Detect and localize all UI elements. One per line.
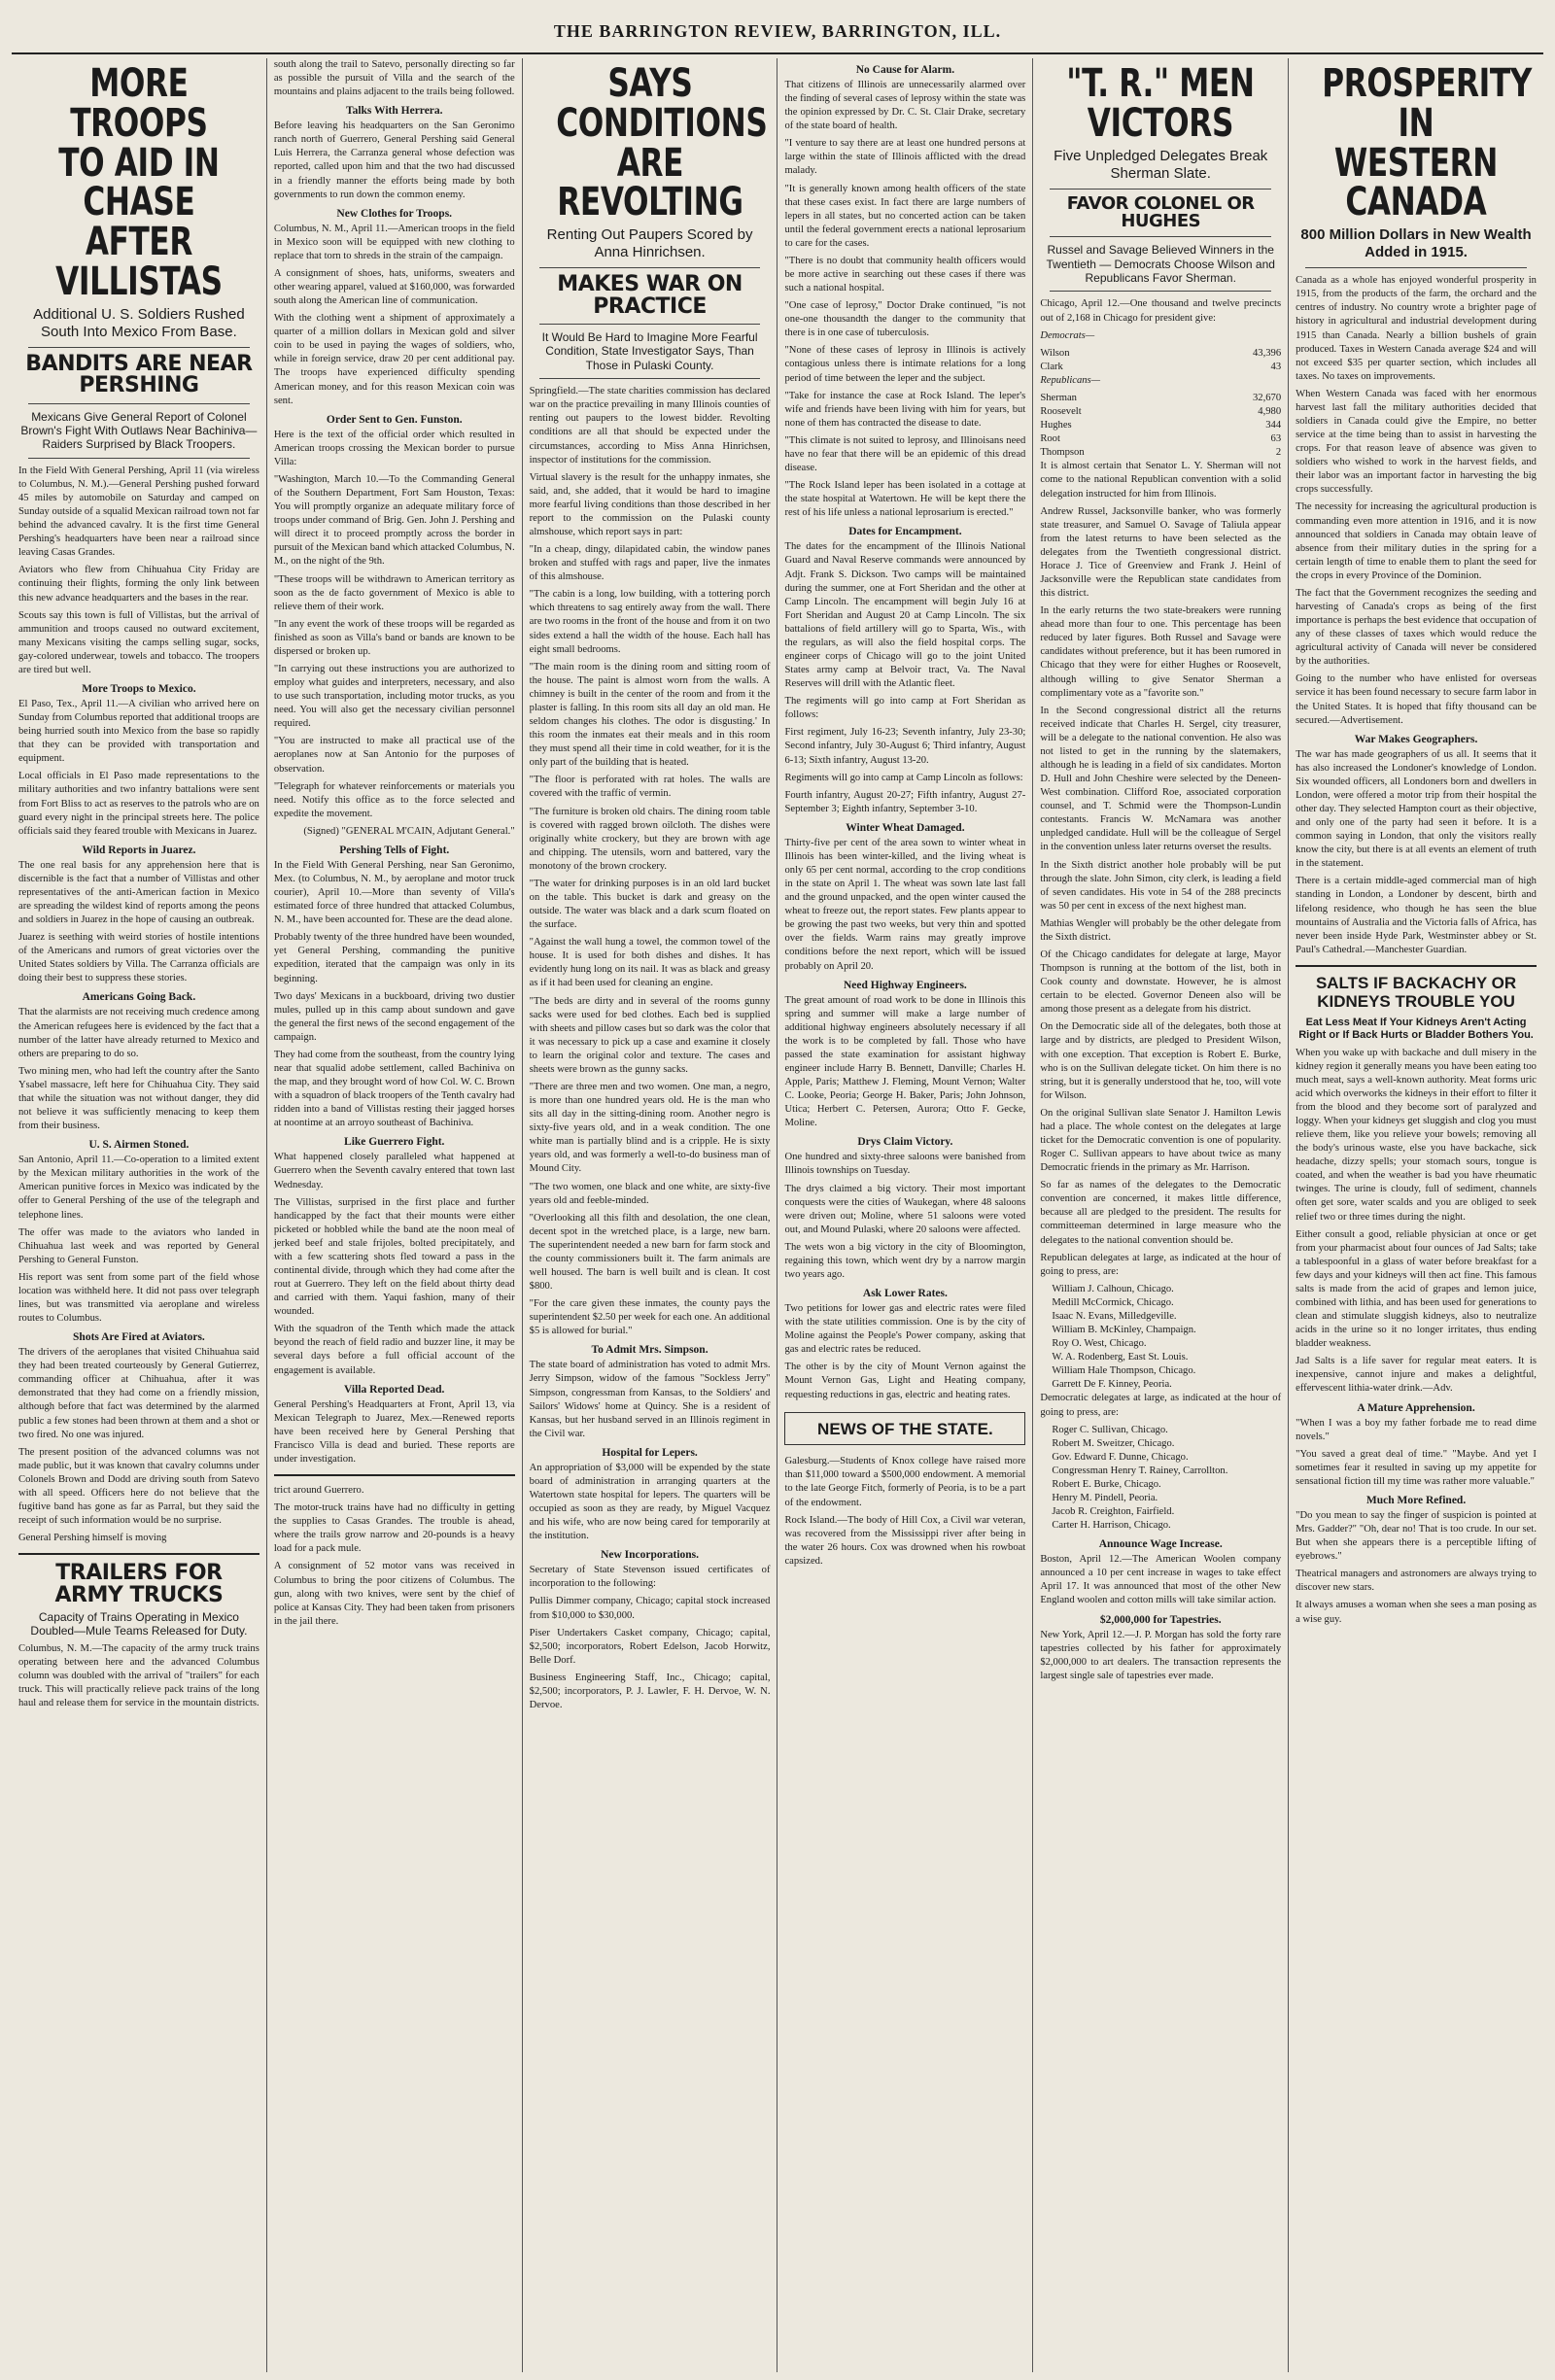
masthead	[12, 10, 1543, 54]
delegate-name: William J. Calhoun, Chicago.	[1052, 1283, 1174, 1294]
article-paragraph: "When I was a boy my father forbade me to read dime novels."	[1296, 1417, 1537, 1442]
article-paragraph: Pullis Dimmer company, Chicago; capital stock increased from $10,000 to $30,000.	[529, 1596, 771, 1621]
vote-count: 344	[1265, 420, 1282, 431]
column-3	[523, 58, 778, 2372]
article-paragraph: Virtual slavery is the result for the unhappy inmates, she said, and, she added, that it would be hard to imagine more fearful living conditions than those described in her report to the commission on the Pulaski county almshouse, which report says in part:	[529, 471, 771, 538]
delegate-list-republican	[1040, 1283, 1281, 1393]
article-paragraph: "In a cheap, dingy, dilapidated cabin, the window panes broken and stuffed with rags and paper, live the inmates of this almshouse.	[529, 544, 771, 583]
article-paragraph: "One case of leprosy," Doctor Drake continued, "is not one-one thousandth the danger to the community that there is in one case of tuberculosis.	[784, 300, 1026, 339]
article-paragraph: trict around Guerrero.	[273, 1485, 364, 1497]
article-paragraph: Two mining men, who had left the country after the Santo Ysabel massacre, left here for Chihuahua City. They said that while the situation was not without danger, they did not believe it was sufficiently menacing to keep them from their business.	[18, 1065, 259, 1132]
headline-says-conditions: SAYS CONDITIONS ARE REVOLTING	[555, 61, 768, 225]
delegate-name: William Hale Thompson, Chicago.	[1052, 1365, 1196, 1377]
divider	[539, 324, 761, 325]
vote-row	[1040, 405, 1281, 419]
article-paragraph: Andrew Russel, Jacksonville banker, who was formerly state treasurer, and Samuel O. Savage of Taliula appear from the latest returns to have been selected as the delegates from the Twentieth congressional district. Horace J. Tice of Greenview and Frank J. Heinl of Jacksonville were the Republican state candidates from this district.	[1040, 505, 1282, 600]
article-paragraph: Canada as a whole has enjoyed wonderful prosperity in 1915, from the products of the farm, the orchard and the centres of industry. No country wrote a brighter page of history in agricultural and industrial development during 1915 than Canada. Nearly a billion bushels of grain produced. Taxes in Western Canada average $24 and will not exceed $35 per quarter section, which includes all taxes. No taxes on improvements.	[1296, 275, 1537, 382]
section-heading: Villa Reported Dead.	[344, 1383, 445, 1396]
delegate-name: W. A. Rodenberg, East St. Louis.	[1052, 1352, 1189, 1363]
divider	[1296, 965, 1537, 967]
section-heading: Dates for Encampment.	[848, 526, 962, 538]
article-paragraph: General Pershing himself is moving	[18, 1533, 167, 1544]
article-paragraph: The state board of administration has voted to admit Mrs. Jerry Simpson, widow of the famous "Sockless Jerry" Simpson, congressman from Kansas, to the Soldiers' and Sailors' Widows' home at Quincy. She is a resident of Kansas, but her husband served in an Illinois regiment in the Civil war.	[529, 1360, 771, 1439]
divider	[28, 347, 250, 348]
divider	[539, 378, 761, 379]
article-paragraph: "The water for drinking purposes is in an old lard bucket on the table. This bucket is dark and greasy on the outside. The water was black and a dark scum floated on the surface.	[529, 878, 771, 931]
delegate-name: Roy O. West, Chicago.	[1052, 1338, 1147, 1350]
article-paragraph: Theatrical managers and astronomers are always trying to discover new stars.	[1296, 1569, 1537, 1594]
section-heading: New Incorporations.	[601, 1549, 700, 1562]
article-paragraph: In the Second congressional district all the returns received indicate that Charles H. Sergel, city treasurer, will be a delegate to the national convention. He also was not listed to get in the running by the slatemakers, although he is leading in a field of six candidates. Morton D. Hull and John Cheshire were selected by the Deneen-West combination. Clifford Roe, associated corporation counsel, and T. Schmid were the Thompson-Lundin contestants. Francis W. McNamara was another unpledged candidate. Hull will be the colleague of Sergel in the convention unless later returns overset the results.	[1040, 705, 1282, 853]
article-paragraph: The fact that the Government recognizes the seeding and harvesting of Canada's crops as being of the first importance is perhaps the best evidence that occupation of any of these classes of taxes which would reduce the agricultural activity of Canada will never be considered by the authorities.	[1296, 587, 1537, 668]
article-paragraph: Fourth infantry, August 20-27; Fifth infantry, August 27-September 3; Eighth infantry, September 3-10.	[784, 789, 1026, 814]
article-paragraph: So far as names of the delegates to the Democratic convention are concerned, it makes little difference, because all are pledged to the president. The results for committeeman determined in large measure who the delegates to the national convention should be.	[1040, 1180, 1282, 1246]
article-paragraph: Republican delegates at large, as indicated at the hour of going to press, are:	[1040, 1252, 1282, 1277]
article-paragraph: Thirty-five per cent of the area sown to winter wheat in Illinois has been winter-killed, and the living wheat is only 65 per cent normal, according to the crop conditions in the state on April 1. The wheat was sown late last fall and the ground unpacked, and the open winter caused the wheat to freeze out, the report states. Few plants appear to be growing the past two weeks, but very thin and spotted over the fields. Warm rains may greatly improve conditions before the next report, which will be issued probably on April 20.	[784, 837, 1026, 972]
headline-tr-men: "T. R." MEN VICTORS	[1066, 61, 1255, 146]
article-paragraph: The dates for the encampment of the Illinois National Guard and Naval Reserve commands were announced by Adjt. Frank S. Dickson. Two camps will be maintained during the summer, one at Fort Sheridan and the other at Camp Lincoln. The encampment will begin July 16 at Fort Sheridan and August 20 at Camp Lincoln. The six battalions of field artillery will go to Sparta, Wis., with the regulars, as will also the field hospital corps. The engineer corps of Chicago will go to the joint United States army camp at Belvoir tract, Va. The Naval Reserves will drill with the Atlantic fleet.	[784, 541, 1026, 690]
article-paragraph: "This climate is not suited to leprosy, and Illinoisans need have no fear that there will be an epidemic of this dread disease.	[784, 434, 1026, 474]
section-heading: Much More Refined.	[1365, 1494, 1467, 1506]
article-paragraph: Of the Chicago candidates for delegate at large, Mayor Thompson is running at the bottom of the list, both in Cook county and downstate. However, he is almost certain to be elected. Governor Deneen also will be among those present as a delegate from his district.	[1040, 949, 1282, 1016]
vote-count: 4,980	[1258, 406, 1282, 418]
vote-group-label: Republicans—	[1040, 374, 1101, 386]
article-paragraph: The one real basis for any apprehension here that is discernible is the fact that a number of Villistas and other representatives of the anti-American faction in Mexico are spreading the wildest kind of reports among the peons and soldiers in Juarez in the hope of causing an outbreak.	[18, 859, 259, 926]
article-paragraph: The drys claimed a big victory. Their most important conquests were the cities of Waukegan, where 48 saloons were driven out; Moline, where 51 saloons were voted out, and Mound Pulaski, where 20 saloons were affected.	[784, 1183, 1026, 1235]
delegate-list-democratic	[1040, 1424, 1281, 1534]
vote-table-democrats	[1040, 347, 1281, 374]
article-paragraph: Piser Undertakers Casket company, Chicago; capital, $2,500; incorporators, Robert Edelson, Jacob Horwitz, Belle Dorf.	[529, 1627, 771, 1666]
article-paragraph: Chicago, April 12.—One thousand and twelve precincts out of 2,168 in Chicago for president give:	[1040, 298, 1282, 324]
article-paragraph: "The floor is perforated with rat holes. The walls are covered with the traffic of vermin.	[529, 775, 771, 800]
vote-count: 43,396	[1253, 347, 1282, 359]
section-heading: More Troops to Mexico.	[82, 683, 196, 695]
article-paragraph: "The furniture is broken old chairs. The dining room table is covered with ragged brown oilcloth. The dishes were originally white crockery, but they are brown with age and chipping. The utensils, worn and battered, vary the monotony of the brown crockery.	[529, 806, 771, 872]
deck: Eat Less Meat If Your Kidneys Aren't Acting Right or If Back Hurts or Bladder Bothers You.	[1298, 1017, 1534, 1042]
article-paragraph: The motor-truck trains have had no difficulty in getting the supplies to Casas Grandes. The trouble is ahead, where the trails grow narrow and 20-pounds is a heavy load for a pack mule.	[273, 1502, 515, 1555]
article-paragraph: "Do you mean to say the finger of suspicion is pointed at Mrs. Gadder?" "Oh, dear no! That is too crude. In our set. But when she appears there is a perceptible lifting of eyebrows."	[1296, 1509, 1537, 1563]
article-paragraph: They had come from the southeast, from the country lying near that squalid adobe settlement, called Bachiniva on the map, and they brought word of how Col. W. C. Brown with a squadron of black troopers of the Tenth cavalry had ridden into a band of Villistas resting their jagged horses at noontime at an arroyo southeast of Bachiniva.	[273, 1049, 515, 1129]
article-paragraph: "In carrying out these instructions you are authorized to employ what guides and interpreters, necessary, and also to use such transportation, including motor trucks, as you need. You will also get the necessary civilian personnel required.	[273, 663, 515, 730]
article-paragraph: General Pershing's Headquarters at Front, April 13, via Mexican Telegraph to Juarez, Mex.—Renewed reports have been received here by General Pershing that Francisco Villa is dead and buried. These reports are under investigation.	[273, 1398, 515, 1465]
vote-row	[1040, 419, 1281, 432]
section-heading: Talks With Herrera.	[345, 105, 443, 118]
delegate-name: Robert M. Sweitzer, Chicago.	[1052, 1437, 1175, 1449]
delegate-name: Gov. Edward F. Dunne, Chicago.	[1052, 1451, 1189, 1463]
article-paragraph: When Western Canada was faced with her enormous harvest last fall the military authorities decided that soldiers in Canada could give the Empire, no better service at the time being than to assist in harvesting the crops. For that reason leave of absence was given to soldiers who wished to work in the harvest fields, and their labor was an important factor in harvesting the big crops successfully.	[1296, 388, 1537, 496]
article-paragraph: Rock Island.—The body of Hill Cox, a Civil war veteran, was recovered from the Mississippi river after being in the water 26 hours. Cox was drowned when his rowboat capsized.	[784, 1514, 1026, 1567]
deck: Renting Out Paupers Scored by Anna Hinrichsen.	[546, 226, 753, 261]
section-heading: Pershing Tells of Fight.	[339, 844, 450, 856]
candidate-name: Thompson	[1040, 447, 1085, 459]
delegate-name: William B. McKinley, Champaign.	[1052, 1325, 1196, 1336]
column-1	[12, 58, 267, 2372]
article-paragraph: Scouts say this town is full of Villistas, but the arrival of ammunition and troops caused no outward excitement, many Mexicans visiting the camps selling sugar, socks, gay-colored underwear, towels and tobacco. The troopers are tired but well.	[18, 609, 259, 675]
article-paragraph: "The Rock Island leper has been isolated in a cottage at the state hospital at Watertown. He will be kept there the rest of his life unless a national leprosarium is erected."	[784, 480, 1026, 519]
delegate-name: Jacob R. Creighton, Fairfield.	[1052, 1506, 1175, 1518]
section-heading: Wild Reports in Juarez.	[82, 844, 196, 856]
article-paragraph: "There is no doubt that community health officers would be more active in searching out these cases if there was such a national hospital.	[784, 255, 1026, 294]
section-heading: Announce Wage Increase.	[1098, 1538, 1223, 1551]
article-paragraph: "In any event the work of these troops will be regarded as finished as soon as Villa's band or bands are known to be dispersed or broken up.	[273, 618, 515, 657]
section-heading: To Admit Mrs. Simpson.	[591, 1344, 708, 1357]
article-paragraph: Here is the text of the official order which resulted in American troops crossing the Mexican border to pursue Villa:	[273, 429, 515, 467]
article-paragraph: Boston, April 12.—The American Woolen company announced a 10 per cent increase in wages to take effect April 17. It was announced that most of the other New England woolen and cotton mills will take similar action.	[1040, 1554, 1282, 1606]
delegate-name: Medill McCormick, Chicago.	[1052, 1296, 1174, 1308]
signature: (Signed) "GENERAL M'CAIN, Adjutant General."	[303, 825, 515, 837]
article-paragraph: "You are instructed to make all practical use of the aeroplanes now at San Antonio for the purposes of observation.	[273, 736, 515, 775]
article-paragraph: When you wake up with backache and dull misery in the kidney region it generally means you have been eating too much meat, says a well-known authority. Meat forms uric acid which overworks the kidneys in their effort to filter it from the blood and they become sort of paralyzed and loggy. When your kidneys get sluggish and clog you must relieve them, like you relieve your bowels; removing all the body's urinous waste, else you have backache, sick headache, dizzy spells; your stomach sours, tongue is coated, and when the weather is bad you have rheumatic twinges. The urine is cloudy, full of sediment, channels often get sore, water scalds and you are obliged to seek relief two or three times during the night.	[1296, 1047, 1537, 1223]
article-paragraph: Columbus, N. M., April 11.—American troops in the field in Mexico soon will be equipped with new clothing to replace that torn to shreds in the strain of the campaign.	[273, 223, 515, 261]
section-heading: Ask Lower Rates.	[862, 1288, 948, 1300]
vote-count: 32,670	[1253, 392, 1282, 403]
article-paragraph: His report was sent from some part of the field whose location was withheld here. It did not pass over telegraph lines, but was transmitted via aeroplane and wireless routes to Columbus.	[18, 1271, 259, 1325]
article-paragraph: The other is by the city of Mount Vernon against the Mount Vernon Gas, Light and Heating company, requesting reductions in gas, electric and heating rates.	[784, 1362, 1026, 1400]
article-paragraph: "There are three men and two women. One man, a negro, is more than one hundred years old. He is the man who sits all day in the sitting-dining room. Another negro is sixty-five years old, and in a weak condition. The one white man is partially blind and is a cripple. He is sixty years old, and was formerly a well-to-do business man of Mound City.	[529, 1081, 771, 1175]
delegate-name: Roger C. Sullivan, Chicago.	[1052, 1424, 1168, 1435]
divider	[28, 458, 250, 459]
column-5	[1033, 58, 1289, 2372]
article-paragraph: In the Field With General Pershing, April 11 (via wireless to Columbus, N. M.).—General Pershing pushed forward 45 miles by automobile on Saturday and camped on Sunday outside of a squalid Mexican railroad town not far behind the advanced cavalry. It is the first time General Pershing's headquarters have been near a railroad since leaving Casas Grandes.	[18, 465, 259, 559]
candidate-name: Root	[1040, 433, 1060, 445]
section-heading: Order Sent to Gen. Funston.	[326, 413, 463, 426]
vote-row	[1040, 446, 1281, 460]
divider	[28, 403, 250, 404]
section-heading: A Mature Apprehension.	[1357, 1401, 1475, 1414]
deck: It Would Be Hard to Imagine More Fearful Condition, State Investigator Says, Than Those in Pulaski County.	[541, 330, 758, 372]
article-paragraph: An appropriation of $3,000 will be expended by the state board of administration in arranging quarters at the Watertown state hospital for lepers. The quarters will be occupied as soon as they are ready, by Miguel Vacquez and his wife, who are now being cared for temporarily at the institution.	[529, 1462, 771, 1542]
article-paragraph: "It is generally known among health officers of the state that these cases exist. In fact there are large numbers of lepers in all states, but no concerted action can be taken until the federal government erects a national leprosarium to care for the cases.	[784, 183, 1026, 249]
article-paragraph: It always amuses a woman when she sees a man posing as a wise guy.	[1296, 1600, 1537, 1625]
section-heading: Like Guerrero Fight.	[344, 1136, 445, 1149]
article-paragraph: That the alarmists are not receiving much credence among the American refugees here is evidenced by the fact that a number of the latter have already returned to Mexico and others are preparing to do so.	[18, 1007, 259, 1059]
columns	[12, 58, 1543, 2372]
article-paragraph: "The beds are dirty and in several of the rooms gunny sacks were used for bed clothes. Each bed is supplied with sheets and pillow cases but so dark was the color that it was necessary to pick up a case and examine it closely to learn the original color and texture. The cases and sheets were brown as the gunny sacks.	[529, 995, 771, 1075]
section-heading: Drys Claim Victory.	[857, 1136, 953, 1149]
article-paragraph: There is a certain middle-aged commercial man of high standing in London, a Londoner by descent, birth and lifelong residence, who though he has seen the blue mountains of Australia and the Victoria falls of Africa, has never been inside Hyde Park, Westminster abbey or St. Paul's Cathedral.—Manchester Guardian.	[1296, 876, 1537, 955]
article-paragraph: In the Field With General Pershing, near San Geronimo, Mex. (to Columbus, N. M., by aeroplane and motor truck courier), April 10.—More than seventy of Villa's estimated force of three hundred that attacked Columbus, N. M., have been accounted for. These are the dead alone.	[273, 859, 515, 926]
column-4	[778, 58, 1033, 2372]
article-paragraph: Probably twenty of the three hundred have been wounded, yet General Pershing, commanding the punitive expedition, iterated that the campaign was only in its beginning.	[273, 932, 515, 984]
delegate-name: Henry M. Pindell, Peoria.	[1052, 1492, 1158, 1503]
candidate-name: Sherman	[1040, 392, 1077, 403]
article-paragraph: Either consult a good, reliable physician at once or get from your pharmacist about four ounces of Jad Salts; take a tablespoonful in a glass of water before breakfast for a few days and your kidneys will then act fine. This famous salts is made from the acid of grapes and lemon juice, combined with lithia, and has been used for generations to clean and stimulate sluggish kidneys, also to neutralize acids in the urine so it no longer irritates, thus ending bladder weakness.	[1296, 1228, 1537, 1350]
divider	[274, 1474, 515, 1476]
section-heading: New Clothes for Troops.	[336, 207, 453, 220]
article-paragraph: south along the trail to Satevo, personally directing so far as possible the pursuit of Villa and the search of the mountains and plains adjacent to the trails being followed.	[273, 59, 515, 98]
article-paragraph: "The two women, one black and one white, are sixty-five years old and feeble-minded.	[529, 1181, 771, 1206]
article-paragraph: A consignment of shoes, hats, uniforms, sweaters and other wearing apparel, valued at $160,000, was forwarded south along the American line of communication.	[273, 267, 515, 307]
section-heading: $2,000,000 for Tapestries.	[1099, 1613, 1222, 1626]
headline-prosperity: PROSPERITY IN WESTERN CANADA	[1322, 61, 1533, 225]
article-paragraph: First regiment, July 16-23; Seventh infantry, July 23-30; Second infantry, July 30-August 6; Third infantry, August 6-13; Sixth infantry, August 13-20.	[784, 727, 1026, 766]
subheadline: FAVOR COLONEL OR HUGHES	[1066, 192, 1255, 231]
article-paragraph: Jad Salts is a life saver for regular meat eaters. It is inexpensive, cannot injure and makes a delightful, effervescent lithia-water drink.—Adv.	[1296, 1356, 1537, 1395]
article-paragraph: Two petitions for lower gas and electric rates were filed with the state utilities commission. One is by the city of Moline against the People's Power company, asking that gas and electric rates be reduced.	[784, 1303, 1026, 1356]
column-6	[1289, 58, 1543, 2372]
column-2	[267, 58, 523, 2372]
delegate-name: Carter H. Harrison, Chicago.	[1052, 1520, 1171, 1532]
article-paragraph: The wets won a big victory in the city of Bloomington, regaining this town, which went dry by a narrow margin two years ago.	[784, 1241, 1026, 1281]
article-paragraph: Columbus, N. M.—The capacity of the army truck trains operating between here and the advanced Columbus column was doubled with the arrival of "trailers" for each truck. This will practically relieve pack trains of the long haul and release them for service in the mountain districts.	[18, 1642, 259, 1709]
vote-row	[1040, 432, 1281, 446]
article-paragraph: The Villistas, surprised in the first place and further handicapped by the fact that their mounts were either picketed or hobbled while the band ate the noon meal of jerked beef and stale frijoles, bolted precipitately, and with a few scattering shots fled toward a pass in the continental divide, through which they had come after the rout at Guerrero. They left on the field about thirty dead and carried with them. Yaqui fashion, many of their wounded.	[273, 1196, 515, 1318]
article-paragraph: "Telegraph for whatever reinforcements or materials you need. Notify this office as to the force selected and expedite the movement.	[273, 780, 515, 819]
deck: Additional U. S. Soldiers Rushed South Into Mexico From Base.	[33, 305, 245, 340]
vote-row	[1040, 392, 1281, 405]
deck: Capacity of Trains Operating in Mexico Doubled—Mule Teams Released for Duty.	[30, 1610, 248, 1638]
section-heading: U. S. Airmen Stoned.	[88, 1139, 190, 1152]
article-paragraph: One hundred and sixty-three saloons were banished from Illinois townships on Tuesday.	[784, 1152, 1026, 1177]
section-heading: War Makes Geographers.	[1354, 733, 1478, 745]
article-paragraph: On the original Sullivan slate Senator J. Hamilton Lewis had a place. The whole contest on the delegates at large ticket for the Democratic convention is one of popularity. Roger C. Sullivan appears to have about twice as many Democratic friends in the primary as Mr. Harrison.	[1040, 1107, 1282, 1174]
candidate-name: Roosevelt	[1040, 406, 1082, 418]
article-paragraph: Juarez is seething with weird stories of hostile intentions of the Americans and rumors of great victories over the United States soldiers by Villa. The Carranza officials are doing their best to suppress these stories.	[18, 932, 259, 984]
headline-salts: SALTS IF BACKACHY OR KIDNEYS TROUBLE YOU	[1315, 973, 1517, 1011]
subheadline: BANDITS ARE NEAR PERSHING	[25, 351, 253, 398]
divider	[1050, 236, 1271, 237]
divider	[18, 1553, 259, 1555]
article-paragraph: The offer was made to the aviators who landed in Chihuahua last week and was reported by General Pershing to General Funston.	[18, 1226, 259, 1265]
article-paragraph: Regiments will go into camp at Camp Lincoln as follows:	[784, 772, 1023, 783]
article-paragraph: The regiments will go into camp at Fort Sheridan as follows:	[784, 696, 1026, 721]
section-heading: Winter Wheat Damaged.	[846, 821, 965, 834]
article-paragraph: The drivers of the aeroplanes that visited Chihuahua said they had been treated courteously by General Gutierrez, commanding officer at Chihuahua, after it was demonstrated that they had come on a friendly mission, although before that fact was determined by the alarmed public a few stones had been thrown at them and a shot or two fired. No one was injured.	[18, 1347, 259, 1440]
article-paragraph: Secretary of State Stevenson issued certificates of incorporation to the following:	[529, 1565, 771, 1590]
article-paragraph: San Antonio, April 11.—Co-operation to a limited extent by the Mexican military authorities in the work of the American punitive forces in Mexico was indicated by the offer to General Pershing of the use of the telegraph and telephone lines.	[18, 1155, 259, 1221]
section-heading: Hospital for Lepers.	[602, 1446, 698, 1459]
vote-table-republicans	[1040, 392, 1281, 460]
article-paragraph: The necessity for increasing the agricultural production is commanding even more attention in 1916, and it is now announced that soldiers in Canada may obtain leave of absence from their military duties in the spring for a certain length of time to enable them to plant the seed for the crops in every Province of the Dominion.	[1296, 501, 1537, 581]
article-paragraph: "Washington, March 10.—To the Commanding General of the Southern Department, Fort Sam Houston, Texas: You will promptly organize an adequate military force of troops under command of Brig. Gen. John J. Pershing and will direct it to proceed promptly across the border in pursuit of the Mexican band which attacked Columbus, N. M., on the night of the 9th.	[273, 473, 515, 568]
article-paragraph: "You saved a great deal of time." "Maybe. And yet I sometimes fear it resulted in saving up my appetite for sensational fiction till my time was rather more valuable."	[1296, 1448, 1537, 1487]
article-paragraph: "The cabin is a long, low building, with a tottering porch which threatens to sag entirely away from the wall. There are two rooms in the front of the house and from it on two sides extend a hall the width of the house. Each hall has eight small bedrooms.	[529, 589, 771, 655]
article-paragraph: With the clothing went a shipment of approximately a quarter of a million dollars in Mexican gold and silver coin to be used in paying the wages of soldiers, who, while in foreign service, draw 20 per cent additional pay. The troops have experienced difficulty spending American money, and for this reason Mexican coin was sent.	[273, 313, 515, 406]
divider	[1050, 291, 1271, 292]
article-paragraph: "These troops will be withdrawn to American territory as soon as the de facto government of Mexico is able to relieve them of their work.	[273, 573, 515, 612]
article-paragraph: Two days' Mexicans in a buckboard, driving two dustier mules, pulled up in this camp about sundown and gave the general the first news of the second engagement of the campaign.	[273, 990, 515, 1043]
vote-count: 43	[1270, 361, 1282, 372]
deck: 800 Million Dollars in New Wealth Added in 1915.	[1300, 226, 1532, 261]
article-paragraph: In the Sixth district another hole probably will be put through the slate. John Simon, city clerk, is leading a field of seven candidates. His vote in 54 of the 288 precincts was 50 per cent in excess of the next highest man.	[1040, 859, 1282, 912]
divider	[1305, 267, 1527, 268]
article-paragraph: "The main room is the dining room and sitting room of the house. The paint is almost worn from the walls. A chimney is built in the center of the room and from it the plaster is falling. In this room sits all day an old man. He seldom changes his clothes. The odor is disgusting.' In this room the inmates eat their meals and in this room they must spend all their time in cold weather, for it is the only part of the building that is heated.	[529, 661, 771, 769]
candidate-name: Wilson	[1040, 347, 1070, 359]
article-paragraph: Before leaving his headquarters on the San Geronimo ranch north of Guerrero, General Pershing said General Luis Herrera, the Carranza general whose defection was reported, called upon him and that the two had discussed in a friendly manner the efforts being made by both governments to run down the common enemy.	[273, 121, 515, 200]
article-paragraph: The great amount of road work to be done in Illinois this spring and summer will make a large number of additional highway engineers absolutely necessary if all the work is to be completed by fall. Those who have passed the state examination for assistant highway engineer include Harry B. Bennett, Danville; Charles H. Apple, Paris; Matthew J. Fleming, Mount Vernon; Walter C. Looke, Peoria; George H. Baker, Paris; John Johnson, Utica; Herbert C. Petersen, Aurora; Otto F. Gecke, Moline.	[784, 994, 1026, 1129]
article-paragraph: "I venture to say there are at least one hundred persons at large within the state of Illinois afflicted with the dread malady.	[784, 138, 1026, 177]
section-heading: Shots Are Fired at Aviators.	[73, 1331, 205, 1344]
headline-more-troops: MORE TROOPS TO AID IN CHASE AFTER VILLISTAS	[55, 61, 223, 304]
article-paragraph: It is almost certain that Senator L. Y. Sherman will not come to the national Republican convention with a solid delegation instructed for him from Illinois.	[1040, 461, 1282, 500]
headline-trailers: TRAILERS FOR ARMY TRUCKS	[54, 1561, 224, 1607]
article-paragraph: "Against the wall hung a towel, the common towel of the house. It is used for both dishes and dishes. It has evidently hung long on its nail. It was as black and greasy as if it had been used for cleaning an engine.	[529, 937, 771, 989]
section-heading: No Cause for Alarm.	[855, 64, 955, 76]
article-paragraph: Going to the number who have enlisted for overseas service it has been found necessary to secure farm labor in the United States. It is hoped that fifty thousand can be secured.—Advertisement.	[1296, 673, 1537, 726]
delegate-name: Isaac N. Evans, Milledgeville.	[1052, 1310, 1177, 1322]
article-paragraph: "For the care given these inmates, the county pays the superintendent $2.50 per week for each one. An additional $5 is allowed for burial."	[529, 1298, 771, 1337]
article-paragraph: Local officials in El Paso made representations to the military authorities and two infantry battalions were sent from Fort Bliss to act as reserves to the patrols who are on guard every night in the principal streets here. The police officials said they feared trouble with Mexicans in Juarez.	[18, 771, 259, 837]
article-paragraph: Democratic delegates at large, as indicated at the hour of going to press, are:	[1040, 1393, 1282, 1418]
candidate-name: Clark	[1040, 361, 1063, 372]
vote-count: 2	[1275, 447, 1282, 459]
divider	[1050, 189, 1271, 190]
article-paragraph: Galesburg.—Students of Knox college have raised more than $11,000 toward a $500,000 endowment. A memorial to the late George Fitch, formerly of Peoria, is to be a part of the endowment.	[784, 1456, 1026, 1508]
article-paragraph: "Overlooking all this filth and desolation, the one clean, decent spot in the wretched place, is a large, new barn. The superintendent needed a new barn for farm stock and the county commissioners built it. The farm animals are well housed. The barn is well built and is clean. It cost $800.	[529, 1212, 771, 1293]
article-paragraph: "Take for instance the case at Rock Island. The leper's wife and friends have been living with him for years, but none of them has contracted the disease to date.	[784, 390, 1026, 429]
article-paragraph: On the Democratic side all of the delegates, both those at large and by districts, are pledged to President Wilson, with one exception. That exception is Robert E. Burke, who is on the Sullivan delegate ticket. On him there is no string, but it is generally understood that he, too, will vote for Wilson.	[1040, 1021, 1282, 1101]
article-paragraph: With the squadron of the Tenth which made the attack beyond the reach of field radio and buzzer line, it may be several days before a full official account of the engagement is available.	[273, 1324, 515, 1376]
article-paragraph: What happened closely paralleled what happened at Guerrero when the Seventh cavalry entered that town last Wednesday.	[273, 1152, 515, 1190]
deck: Mexicans Give General Report of Colonel Brown's Fight With Outlaws Near Bachiniva—Raiders Surprised by Black Troopers.	[20, 409, 258, 452]
deck: Russel and Savage Believed Winners in the Twentieth — Democrats Choose Wilson and Republicans Favor Sherman.	[1046, 243, 1275, 286]
delegate-name: Robert E. Burke, Chicago.	[1052, 1478, 1161, 1490]
article-paragraph: Mathias Wengler will probably be the other delegate from the Sixth district.	[1040, 917, 1282, 943]
article-paragraph: New York, April 12.—J. P. Morgan has sold the forty rare tapestries collected by his father for approximately $2,000,000 to art dealers. The transaction represents the largest single sale of tapestries ever made.	[1040, 1629, 1282, 1681]
section-heading: Need Highway Engineers.	[843, 979, 967, 991]
article-paragraph: That citizens of Illinois are unnecessarily alarmed over the finding of several cases of leprosy within the state was the opinion expressed by Dr. C. St. Clair Drake, secretary of the state board of health.	[784, 80, 1026, 132]
divider	[539, 267, 761, 268]
article-paragraph: El Paso, Tex., April 11.—A civilian who arrived here on Sunday from Columbus reported that additional troops are being hurried south into Mexico from the base so rapidly that they can be provided with transportation and equipment.	[18, 699, 259, 765]
article-paragraph: The present position of the advanced columns was not made public, but it was known that cavalry columns under Colonels Brown and Dodd are driving south from Satevo with all speed. Officers here do not believe that the fugitive band has gone as far as Parral, but they said the receipt of such information would be no surprise.	[18, 1446, 259, 1527]
delegate-name: Garrett De F. Kinney, Peoria.	[1052, 1379, 1172, 1391]
article-paragraph: The war has made geographers of us all. It seems that it has also increased the Londoner's knowledge of London. Six wounded officers, all Londoners born and dwellers in London, were offered a motor trip from their hospital the other day. They selected Hampton court as their objective, and only one of the party had seen it before. It is a common saying in London, that only the visitors really know the city, but there is at all events an element of truth in the statement.	[1296, 748, 1537, 870]
article-paragraph: Business Engineering Staff, Inc., Chicago; capital, $2,500; incorporators, P. J. Lawler, F. H. Dervoe, W. N. Dervoe.	[529, 1672, 771, 1711]
section-heading: Americans Going Back.	[82, 991, 196, 1004]
masthead-title: THE BARRINGTON REVIEW, BARRINGTON, ILL.	[553, 20, 1002, 41]
article-paragraph: Aviators who flew from Chihuahua City Friday are continuing their flights, forming the only link between this new advance headquarters and the bases in the rear.	[18, 565, 259, 604]
article-paragraph: A consignment of 52 motor vans was received in Columbus to bring the poor citizens of Columbus. The gun, along with two knives, were sent by the chief of police at Kansas City. They had been taken from prisoners in the jail there.	[273, 1561, 515, 1627]
article-paragraph: "None of these cases of leprosy in Illinois is actively contagious unless there is intimate relations for a long period of time between the leper and the subject.	[784, 345, 1026, 384]
article-paragraph: Springfield.—The state charities commission has declared war on the practice prevailing in many Illinois counties of renting out paupers to the lowest bidder. Revolting conditions are all that should be expected under the circumstances, according to Miss Anna Hinrichsen, inspector of institutions for the commission.	[529, 386, 771, 466]
deck: Five Unpledged Delegates Break Sherman Slate.	[1054, 147, 1268, 182]
vote-row	[1040, 361, 1281, 374]
candidate-name: Hughes	[1040, 420, 1072, 431]
article-paragraph: In the early returns the two state-breakers were running ahead more than four to one. This percentage has been reduced by later figures. Both Russel and Savage were candidates without preference, but it has been rumored in Chicago that they were for either Hughes or Roosevelt, although willing to give Senator Sherman a complimentary vote as a "favorite son."	[1040, 605, 1282, 699]
news-of-state-box	[784, 1412, 1025, 1446]
vote-count: 63	[1270, 433, 1282, 445]
vote-group-label: Democrats—	[1040, 329, 1095, 341]
headline-news-of-state: NEWS OF THE STATE.	[817, 1419, 993, 1438]
vote-row	[1040, 347, 1281, 361]
delegate-name: Congressman Henry T. Rainey, Carrollton.	[1052, 1465, 1228, 1476]
subheadline: MAKES WAR ON PRACTICE	[557, 272, 743, 319]
